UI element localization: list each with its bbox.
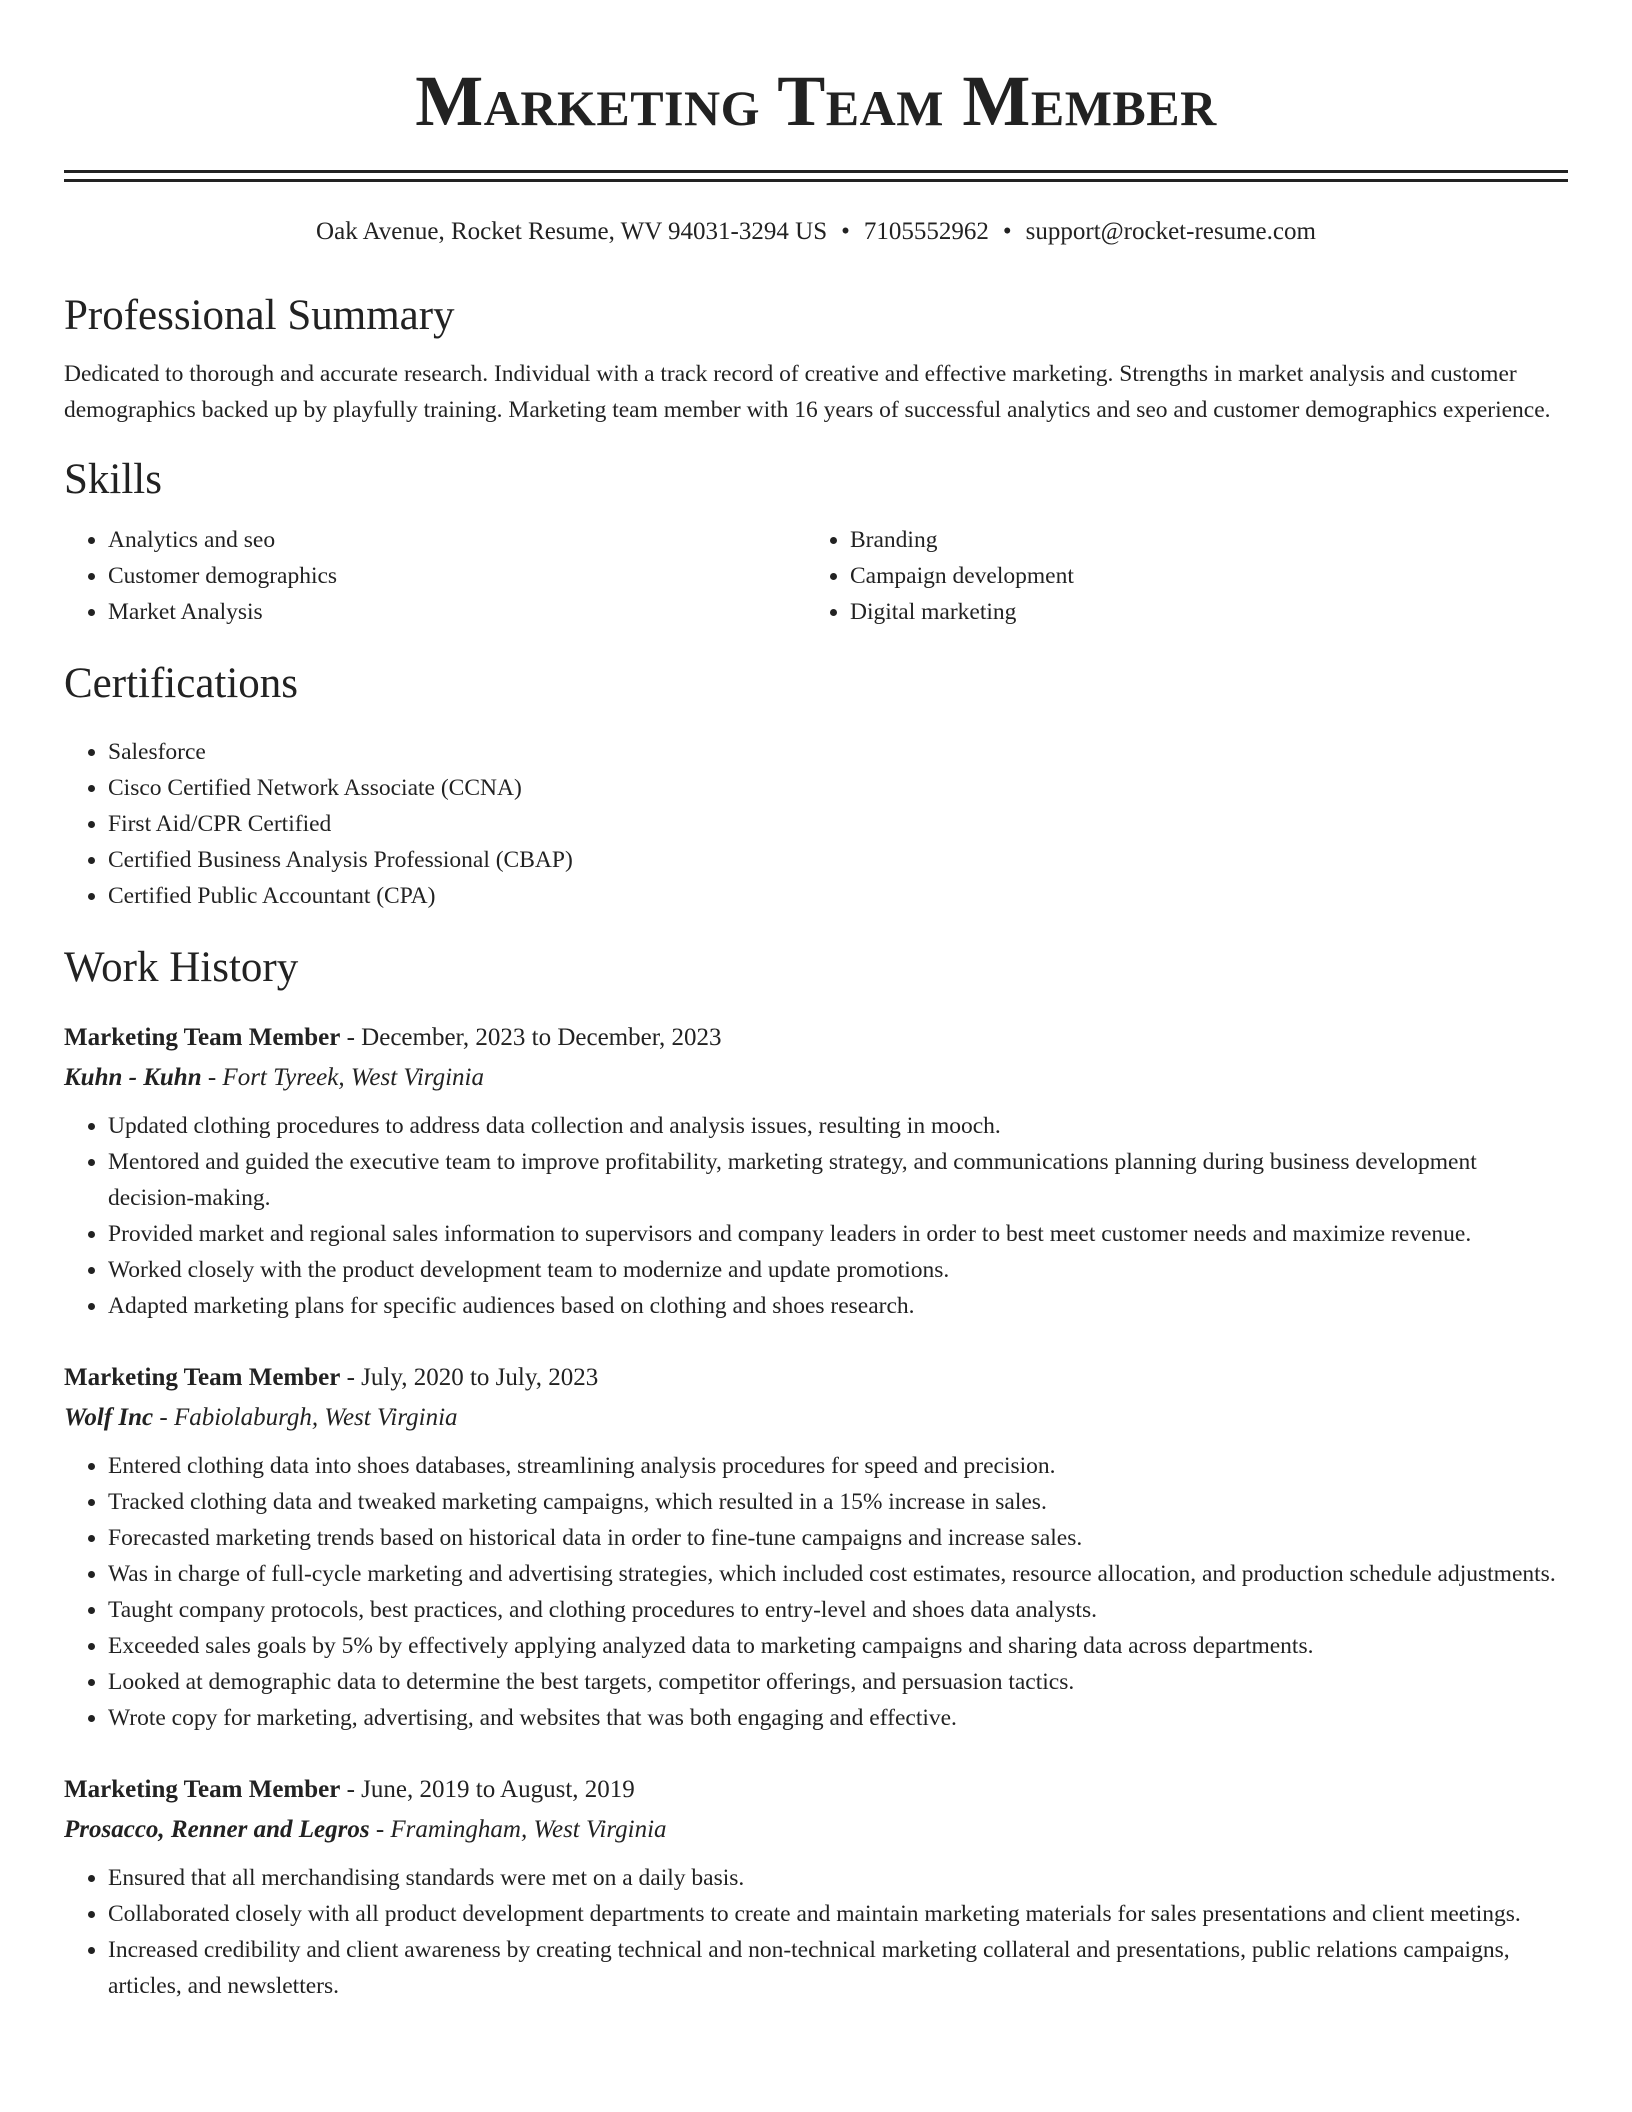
summary-heading: Professional Summary	[64, 292, 455, 339]
job-bullet: • Mentored and guided the executive team to improve profitability, marketing strategy, and communications planning during business development decision-making.	[108, 1144, 1568, 1216]
job-entry	[64, 1358, 1568, 1736]
job-location: - Fabiolaburgh, West Virginia	[153, 1404, 458, 1431]
job-entry	[64, 1018, 1568, 1324]
skill-item: • Digital marketing	[850, 594, 1568, 630]
job-role: Marketing Team Member	[64, 1024, 341, 1051]
job-dates: - July, 2020 to July, 2023	[340, 1364, 599, 1391]
certification-item: • Certified Business Analysis Professional (CBAP)	[108, 842, 1568, 878]
job-bullet: • Was in charge of full-cycle marketing and advertising strategies, which included cost estimates, resource allocation, and production schedule adjustments.	[108, 1556, 1568, 1592]
skill-item: • Customer demographics	[108, 558, 806, 594]
job-bullets	[64, 1448, 1568, 1736]
job-entry	[64, 1770, 1568, 2004]
job-bullet: • Increased credibility and client awareness by creating technical and non-technical marketing collateral and presentations, public relations campaigns, articles, and newsletters.	[108, 1932, 1568, 2004]
certifications-heading: Certifications	[64, 660, 299, 707]
job-bullet: • Wrote copy for marketing, advertising, and websites that was both engaging and effective.	[108, 1700, 1568, 1736]
job-dates: - June, 2019 to August, 2019	[340, 1776, 635, 1803]
job-bullet: • Forecasted marketing trends based on historical data in order to fine-tune campaigns and increase sales.	[108, 1520, 1568, 1556]
contact-separator: •	[841, 218, 850, 245]
certification-item: • First Aid/CPR Certified	[108, 806, 1568, 842]
job-organization	[64, 1398, 1568, 1438]
job-bullets	[64, 1860, 1568, 2004]
job-bullet: • Ensured that all merchandising standards were met on a daily basis.	[108, 1860, 1568, 1896]
certification-item: • Certified Public Accountant (CPA)	[108, 878, 1568, 914]
skill-item: • Market Analysis	[108, 594, 806, 630]
contact-line	[64, 216, 1568, 248]
job-bullet: • Tracked clothing data and tweaked marketing campaigns, which resulted in a 15% increase in sales.	[108, 1484, 1568, 1520]
skills-list-left	[64, 522, 806, 630]
job-bullets	[64, 1108, 1568, 1324]
job-company: Prosacco, Renner and Legros	[64, 1816, 370, 1843]
skill-item: • Analytics and seo	[108, 522, 806, 558]
skills-heading: Skills	[64, 456, 162, 503]
summary-text: Dedicated to thorough and accurate research. Individual with a track record of creative and effective marketing. Strengths in market analysis and customer demographics backed up by playfully training. Marketing team member with 16 years of successful analytics and seo and customer demographics experience.	[64, 361, 1551, 423]
job-header	[64, 1770, 1568, 1810]
job-header	[64, 1358, 1568, 1398]
contact-email[interactable]: support@rocket-resume.com	[1025, 218, 1316, 245]
job-bullet: • Adapted marketing plans for specific audiences based on clothing and shoes research.	[108, 1288, 1568, 1324]
header-rule-bottom	[64, 179, 1568, 182]
job-bullet: • Worked closely with the product development team to modernize and update promotions.	[108, 1252, 1568, 1288]
job-location: - Fort Tyreek, West Virginia	[201, 1064, 484, 1091]
job-bullet: • Entered clothing data into shoes databases, streamlining analysis procedures for speed and precision.	[108, 1448, 1568, 1484]
job-company: Kuhn - Kuhn	[64, 1064, 202, 1091]
job-role: Marketing Team Member	[64, 1776, 341, 1803]
certifications-list	[64, 734, 1568, 914]
skills-list-right	[806, 522, 1568, 630]
job-bullet: • Updated clothing procedures to address data collection and analysis issues, resulting in mooch.	[108, 1108, 1568, 1144]
certification-item: • Salesforce	[108, 734, 1568, 770]
contact-separator: •	[1002, 218, 1012, 245]
job-organization	[64, 1058, 1568, 1098]
skills-grid	[64, 522, 1568, 630]
job-location: - Framingham, West Virginia	[369, 1816, 667, 1843]
job-header	[64, 1018, 1568, 1058]
job-dates: - December, 2023 to December, 2023	[340, 1024, 722, 1051]
job-bullet: • Collaborated closely with all product development departments to create and maintain marketing materials for sales presentations and client meetings.	[108, 1896, 1568, 1932]
work-history-heading: Work History	[64, 944, 299, 991]
job-bullet: • Exceeded sales goals by 5% by effectively applying analyzed data to marketing campaigns and sharing data across departments.	[108, 1628, 1568, 1664]
job-bullet: • Provided market and regional sales information to supervisors and company leaders in order to best meet customer needs and maximize revenue.	[108, 1216, 1568, 1252]
job-company: Wolf Inc	[64, 1404, 154, 1431]
contact-address: Oak Avenue, Rocket Resume, WV 94031-3294 US	[316, 218, 828, 245]
job-role: Marketing Team Member	[64, 1364, 341, 1391]
skill-item: • Campaign development	[850, 558, 1568, 594]
skill-item: • Branding	[850, 522, 1568, 558]
job-organization	[64, 1810, 1568, 1850]
resume-name: Marketing Team Member	[415, 61, 1217, 141]
job-bullet: • Taught company protocols, best practices, and clothing procedures to entry-level and shoes data analysts.	[108, 1592, 1568, 1628]
contact-phone: 7105552962	[863, 218, 989, 245]
job-bullet: • Looked at demographic data to determine the best targets, competitor offerings, and persuasion tactics.	[108, 1664, 1568, 1700]
certification-item: • Cisco Certified Network Associate (CCNA)	[108, 770, 1568, 806]
